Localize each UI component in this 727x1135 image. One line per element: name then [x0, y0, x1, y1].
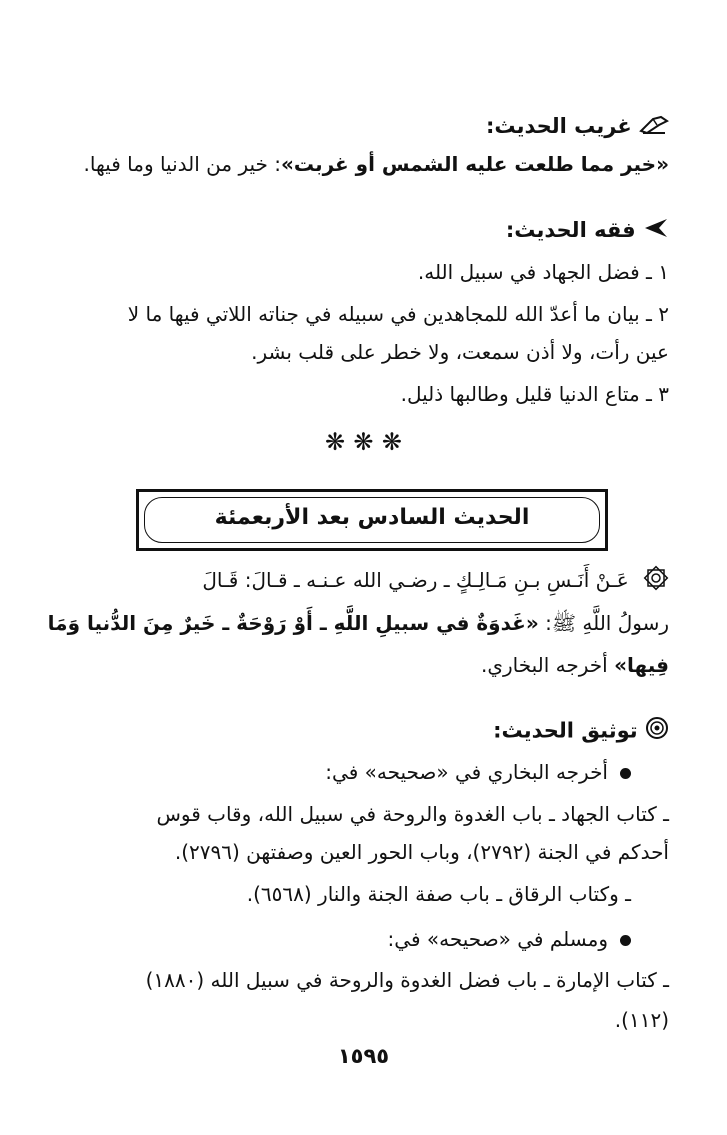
- hadith-title-box: [136, 489, 608, 551]
- section-separator: ❋ ❋ ❋: [324, 428, 403, 456]
- tawthiq-heading-row: [493, 716, 669, 747]
- writing-hand-icon: [639, 113, 669, 142]
- muslim-ref-line-1: ـ كتاب الإمارة ـ باب فضل الغدوة والروحة في سبيل الله (١٨٨٠): [145, 968, 669, 992]
- fiqh-point-1: ١ ـ فضل الجهاد في سبيل الله.: [417, 260, 669, 284]
- fiqh-heading-row: [506, 216, 669, 246]
- bullet-icon: [620, 768, 631, 779]
- bukhari-ref-2: ـ وكتاب الرقاق ـ باب صفة الجنة والنار (٦٥٦٨).: [246, 882, 631, 906]
- rosette-icon: [645, 716, 669, 747]
- fiqh-point-2-line-1: ٢ ـ بيان ما أعدّ الله للمجاهدين في سبيله في جناته اللاتي فيها ما لا: [127, 302, 669, 326]
- hadith-title: الحديث السادس بعد الأربعمئة: [214, 505, 530, 530]
- gharib-text: [84, 150, 669, 178]
- bukhari-ref-1-line-1: ـ كتاب الجهاد ـ باب الغدوة والروحة في سبيل الله، وقاب قوس: [156, 802, 669, 826]
- muslim-intro-row: [388, 925, 631, 953]
- muslim-intro: ومسلم في «صحيحه» في:: [387, 927, 608, 951]
- bukhari-ref-1-line-2: أحدكم في الجنة (٢٧٩٢)، وباب الحور العين وصفتهن (٢٧٩٦).: [174, 840, 669, 864]
- hadith-matn-1: «غَدوَةٌ في سبيلِ اللَّهِ ـ أَوْ رَوْحَةٌ ـ خَيرٌ مِنَ الدُّنيا وَمَا: [47, 611, 539, 635]
- bukhari-intro-row: [325, 758, 631, 786]
- fiqh-heading: فقه الحديث:: [505, 218, 636, 242]
- tawthiq-heading: توثيق الحديث:: [493, 718, 638, 743]
- arrow-pointer-icon: [643, 217, 669, 246]
- hadith-line-3: [481, 651, 669, 679]
- hadith-attribution: رسولُ اللَّهِ ﷺ:: [538, 611, 669, 635]
- page-number: ١٥٩٥: [337, 1044, 390, 1068]
- gharib-heading: غريب الحديث:: [485, 114, 632, 138]
- hadith-line-2: [48, 609, 669, 637]
- hadith-matn-2: فِيها»: [614, 653, 669, 677]
- fiqh-point-2-line-2: عين رأت، ولا أذن سمعت، ولا خطر على قلب بشر.: [251, 340, 669, 364]
- gharib-heading-row: [486, 112, 669, 142]
- gharib-explanation: : خير من الدنيا وما فيها.: [83, 152, 281, 176]
- star-ornament-icon: [643, 565, 669, 598]
- gharib-quote: «خير مما طلعت عليه الشمس أو غربت»: [281, 152, 669, 176]
- bullet-icon: [620, 935, 631, 946]
- muslim-ref-line-2: (١١٢).: [614, 1008, 669, 1032]
- bukhari-intro: أخرجه البخاري في «صحيحه» في:: [325, 760, 608, 784]
- hadith-source: أخرجه البخاري.: [480, 653, 615, 677]
- hadith-isnad: عَـنْ أَنَـسِ بـنِ مَـالِـكٍ ـ رضـي الله عـنـه ـ قـالَ: قَـالَ: [202, 568, 629, 592]
- hadith-line-1: [202, 565, 669, 598]
- fiqh-point-3: ٣ ـ متاع الدنيا قليل وطالبها ذليل.: [400, 382, 669, 406]
